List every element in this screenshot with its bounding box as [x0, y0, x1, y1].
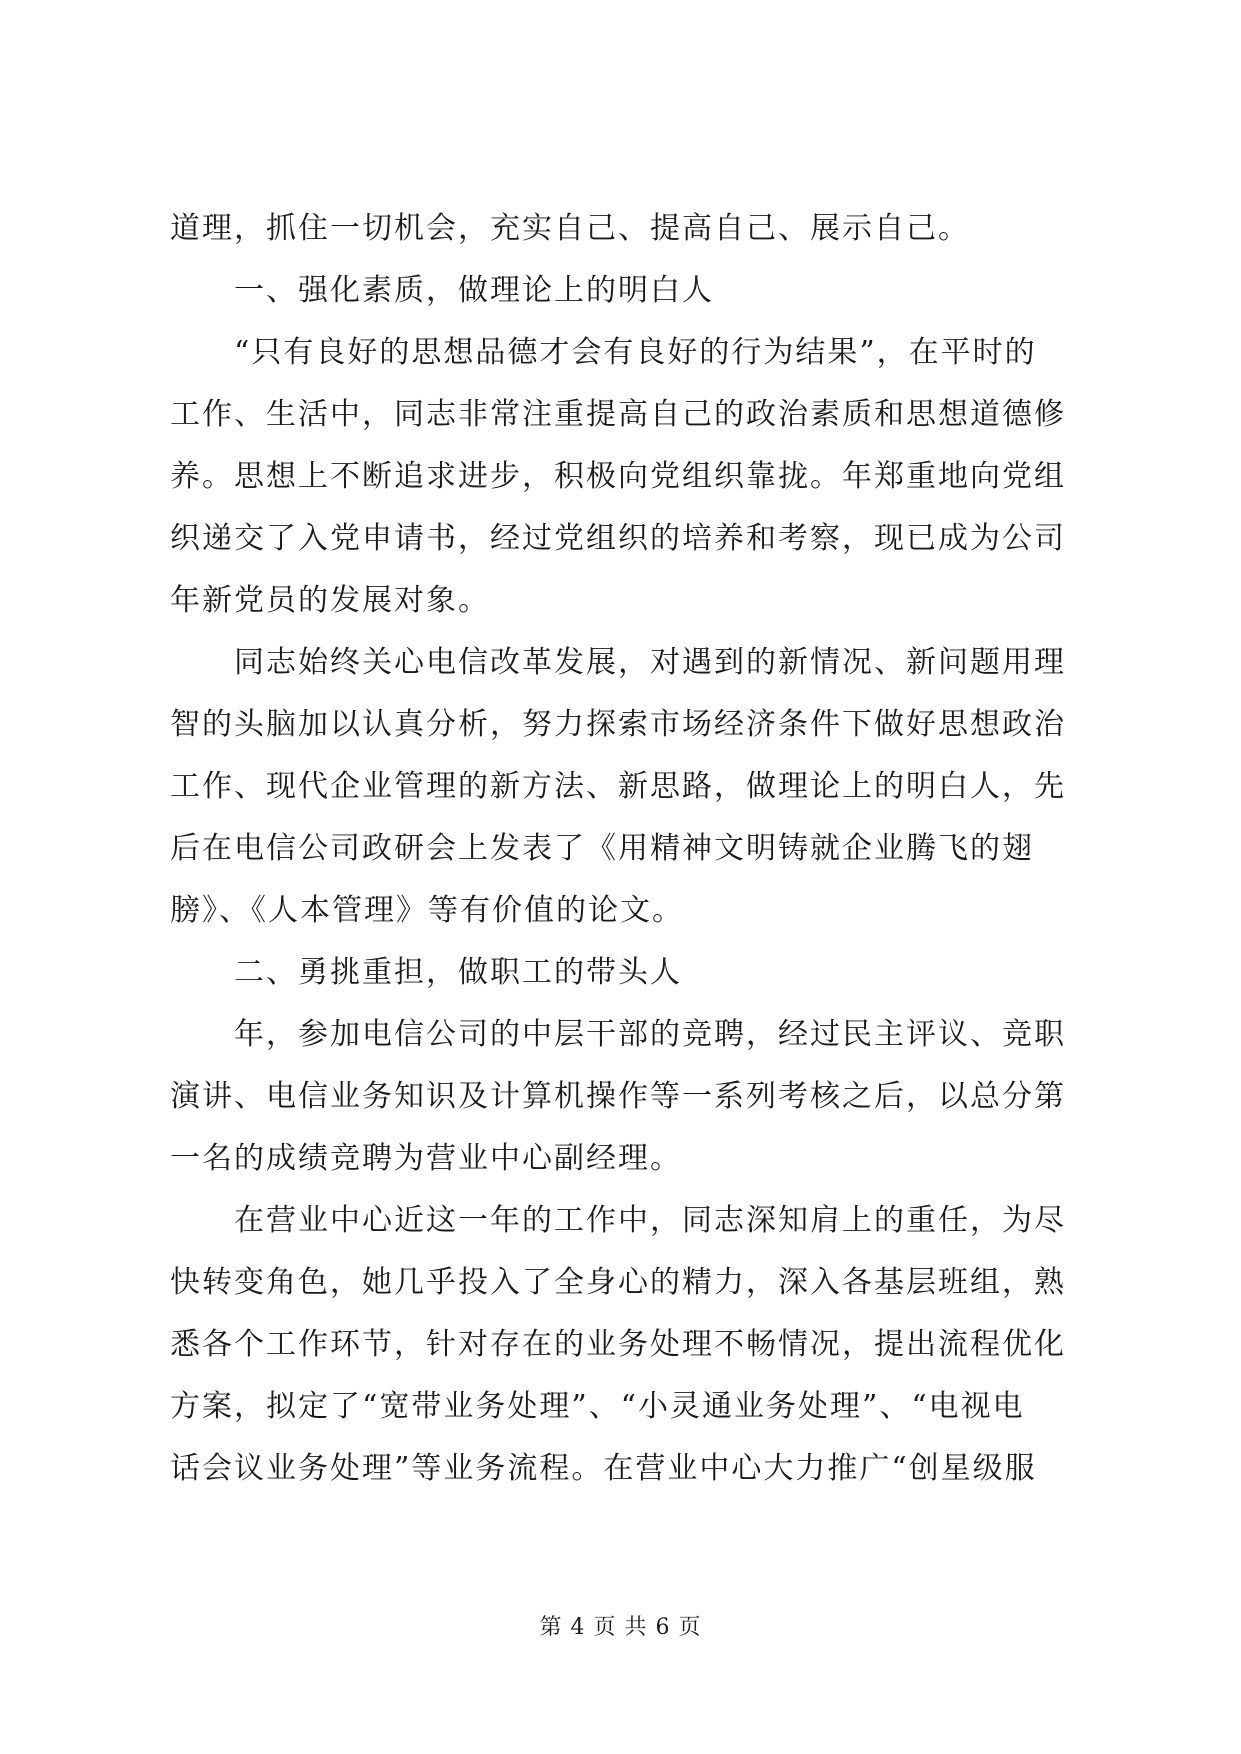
text-line: 年，参加电信公司的中层干部的竞聘，经过民主评议、竞职 [234, 1017, 1066, 1052]
text-line: 工作、生活中，同志非常注重提高自己的政治素质和思想道德修 [170, 397, 1066, 432]
text-line: 道理，抓住一切机会，充实自己、提高自己、展示自己。 [170, 211, 970, 246]
section-heading-1: 一、强化素质，做理论上的明白人 [234, 273, 714, 308]
text-line: 养。思想上不断追求进步，积极向党组织靠拢。年郑重地向党组 [170, 459, 1066, 494]
section-heading-2: 二、勇挑重担，做职工的带头人 [234, 955, 682, 990]
text-line: 年新党员的发展对象。 [170, 583, 490, 618]
text-line: 同志始终关心电信改革发展，对遇到的新情况、新问题用理 [234, 645, 1066, 680]
text-line: 快转变角色，她几乎投入了全身心的精力，深入各基层班组，熟 [170, 1265, 1066, 1300]
text-line: 话会议业务处理”等业务流程。在营业中心大力推广“创星级服 [170, 1451, 1037, 1486]
text-line: 织递交了入党申请书，经过党组织的培养和考察，现已成为公司 [170, 521, 1066, 556]
text-line: 方案，拟定了“宽带业务处理”、“小灵通业务处理”、“电视电 [170, 1389, 1025, 1424]
page-footer: 第 4 页 共 6 页 [539, 1615, 702, 1640]
text-line: 演讲、电信业务知识及计算机操作等一系列考核之后，以总分第 [170, 1079, 1066, 1114]
text-line: 一名的成绩竞聘为营业中心副经理。 [170, 1141, 682, 1176]
text-line: 工作、现代企业管理的新方法、新思路，做理论上的明白人，先 [170, 769, 1066, 804]
text-line: 后在电信公司政研会上发表了《用精神文明铸就企业腾飞的翅 [170, 831, 1034, 866]
document-body [170, 198, 1082, 1500]
text-line: 膀》、《人本管理》等有价值的论文。 [170, 893, 684, 928]
text-line: “只有良好的思想品德才会有良好的行为结果”，在平时的 [234, 335, 1037, 370]
text-line: 悉各个工作环节，针对存在的业务处理不畅情况，提出流程优化 [170, 1327, 1066, 1362]
text-line: 在营业中心近这一年的工作中，同志深知肩上的重任，为尽 [234, 1203, 1066, 1238]
text-line: 智的头脑加以认真分析，努力探索市场经济条件下做好思想政治 [170, 707, 1066, 742]
